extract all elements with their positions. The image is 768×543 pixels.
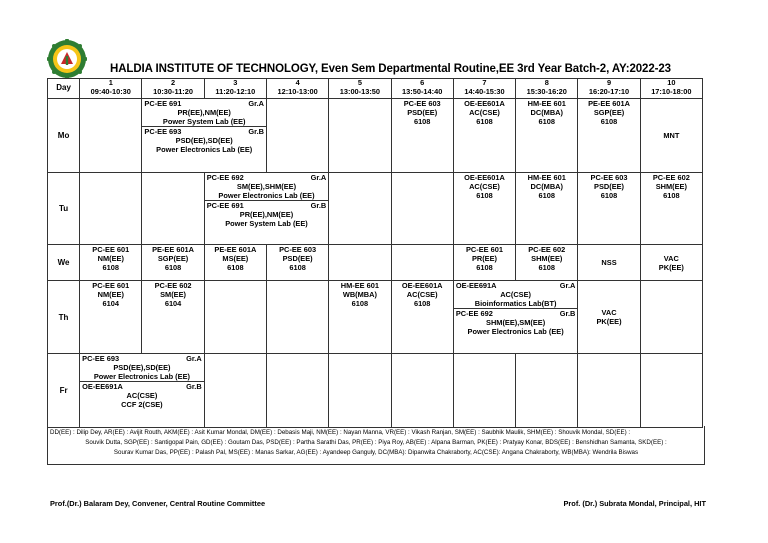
class-cell: PE-EE 601A MS(EE) 6108 xyxy=(204,245,266,281)
empty-cell xyxy=(329,99,391,173)
lab-cell xyxy=(453,281,578,354)
lab-block: PC-EE 692 Gr.B SHM(EE),SM(EE) Power Electronics Lab (EE) xyxy=(455,309,576,336)
class-cell: OE-EE601A AC(CSE) 6108 xyxy=(391,281,453,354)
class-cell: HM-EE 601 DC(MBA) 6108 xyxy=(516,99,578,173)
class-cell: PC-EE 603 PSD(EE) 6108 xyxy=(578,173,640,245)
class-cell: OE-EE601A AC(CSE) 6108 xyxy=(453,173,515,245)
empty-cell xyxy=(640,281,702,354)
legend-line: Sourav Kumar Das, PP(EE) : Palash Pal, MS(EE) : Manas Sarkar, AG(EE) : Ayandeep Ganguly, DC(MBA): Dipanwita Chakraborty, AC(CSE): Angana Chakraborty, WB(MBA): Wendrila Biswas xyxy=(113,449,639,456)
lab-block: OE-EE691A Gr.B AC(CSE) CCF 2(CSE) xyxy=(82,382,202,409)
day-label: Fr xyxy=(48,354,80,428)
class-cell: NSS xyxy=(578,245,640,281)
lab-block: PC-EE 693 Gr.B PSD(EE),SD(EE) Power Electronics Lab (EE) xyxy=(144,127,264,154)
lab-cell xyxy=(204,173,329,245)
class-cell: MNT xyxy=(640,99,702,173)
day-label: Tu xyxy=(48,173,80,245)
empty-cell xyxy=(391,173,453,245)
lab-cell xyxy=(142,99,267,173)
period-header: 2 10:30-11:20 xyxy=(142,79,204,99)
lab-block: PC-EE 691 Gr.A PR(EE),NM(EE) Power System Lab (EE) xyxy=(144,99,264,126)
class-cell: PC-EE 603 PSD(EE) 6108 xyxy=(391,99,453,173)
period-header: 5 13:00-13:50 xyxy=(329,79,391,99)
class-cell: HM-EE 601 DC(MBA) 6108 xyxy=(516,173,578,245)
period-header: 3 11:20-12:10 xyxy=(204,79,266,99)
day-row-fr xyxy=(48,354,703,428)
day-row-tu xyxy=(48,173,703,245)
empty-cell xyxy=(391,245,453,281)
empty-cell xyxy=(578,354,640,428)
empty-cell xyxy=(204,354,266,428)
class-cell: PE-EE 601A SGP(EE) 6108 xyxy=(578,99,640,173)
lab-block: PC-EE 691 Gr.B PR(EE),NM(EE) Power System Lab (EE) xyxy=(206,201,327,228)
day-label: Th xyxy=(48,281,80,354)
empty-cell xyxy=(80,173,142,245)
class-cell: PC-EE 601 PR(EE) 6108 xyxy=(453,245,515,281)
day-row-mo xyxy=(48,99,703,173)
routine-table xyxy=(47,78,703,428)
period-header: 4 12:10-13:00 xyxy=(266,79,328,99)
empty-cell xyxy=(516,354,578,428)
institute-logo-icon xyxy=(47,39,87,79)
class-cell: PE-EE 601A SGP(EE) 6108 xyxy=(142,245,204,281)
period-header: 10 17:10-18:00 xyxy=(640,79,702,99)
empty-cell xyxy=(453,354,515,428)
class-cell: VAC PK(EE) xyxy=(640,245,702,281)
lab-block: OE-EE691A Gr.A AC(CSE) Bioinformatics Lab(BT) xyxy=(455,281,576,308)
empty-cell xyxy=(640,354,702,428)
class-cell: PC-EE 602 SHM(EE) 6108 xyxy=(640,173,702,245)
class-cell: HM-EE 601 WB(MBA) 6108 xyxy=(329,281,391,354)
faculty-legend xyxy=(47,426,705,465)
class-cell: OE-EE601A AC(CSE) 6108 xyxy=(453,99,515,173)
empty-cell xyxy=(329,354,391,428)
empty-cell xyxy=(204,281,266,354)
day-row-th xyxy=(48,281,703,354)
empty-cell xyxy=(391,354,453,428)
page-title: HALDIA INSTITUTE OF TECHNOLOGY, Even Sem Departmental Routine,EE 3rd Year Batch-2, AY:2022-23 xyxy=(110,63,671,75)
lab-block: PC-EE 692 Gr.A SM(EE),SHM(EE) Power Electronics Lab (EE) xyxy=(206,173,327,200)
class-cell: PC-EE 603 PSD(EE) 6108 xyxy=(266,245,328,281)
period-header: 9 16:20-17:10 xyxy=(578,79,640,99)
lab-block: PC-EE 693 Gr.A PSD(EE),SD(EE) Power Electronics Lab (EE) xyxy=(82,354,202,381)
class-cell: PC-EE 601 NM(EE) 6108 xyxy=(80,245,142,281)
lab-cell xyxy=(80,354,205,428)
empty-cell xyxy=(80,99,142,173)
period-header: 7 14:40-15:30 xyxy=(453,79,515,99)
empty-cell xyxy=(266,281,328,354)
empty-cell xyxy=(329,245,391,281)
empty-cell xyxy=(266,354,328,428)
period-header: 8 15:30-16:20 xyxy=(516,79,578,99)
class-cell: PC-EE 602 SHM(EE) 6108 xyxy=(516,245,578,281)
class-cell: PC-EE 602 SM(EE) 6104 xyxy=(142,281,204,354)
day-label: Mo xyxy=(48,99,80,173)
header-row xyxy=(48,79,703,99)
legend-line: Souvik Dutta, SGP(EE) : Santigopal Pain, GD(EE) : Goutam Das, PSD(EE) : Partha Sarathi Das, PR(EE) : Piya Roy, AB(EE) : Alpana Barman, PK(EE) : Pratyay Konar, BDS(EE) : Benshidhan Samanta, SKD(EE) : xyxy=(85,439,667,446)
empty-cell xyxy=(142,173,204,245)
principal-signature-line: Prof. (Dr.) Subrata Mondal, Principal, HIT xyxy=(563,499,706,508)
period-header: 1 09:40-10:30 xyxy=(80,79,142,99)
day-header: Day xyxy=(48,79,80,99)
convener-signature-line: Prof.(Dr.) Balaram Dey, Convener, Central Routine Committee xyxy=(50,499,266,508)
day-row-we xyxy=(48,245,703,281)
period-header: 6 13:50-14:40 xyxy=(391,79,453,99)
day-label: We xyxy=(48,245,80,281)
empty-cell xyxy=(329,173,391,245)
legend-line: DD(EE) : Dilip Dey, AR(EE) : Avijit Routh, AKM(EE) : Asit Kumar Mondal, DM(EE) : Debasis Maji, NM(EE) : Nayan Manna, VR(EE) : Vikash Ranjan, SM(EE) : Saubhik Maulik, SHM(EE) : Shouvik Mondal, SD(EE) : xyxy=(50,429,631,436)
class-cell: PC-EE 601 NM(EE) 6104 xyxy=(80,281,142,354)
empty-cell xyxy=(266,99,328,173)
class-cell: VAC PK(EE) xyxy=(578,281,640,354)
